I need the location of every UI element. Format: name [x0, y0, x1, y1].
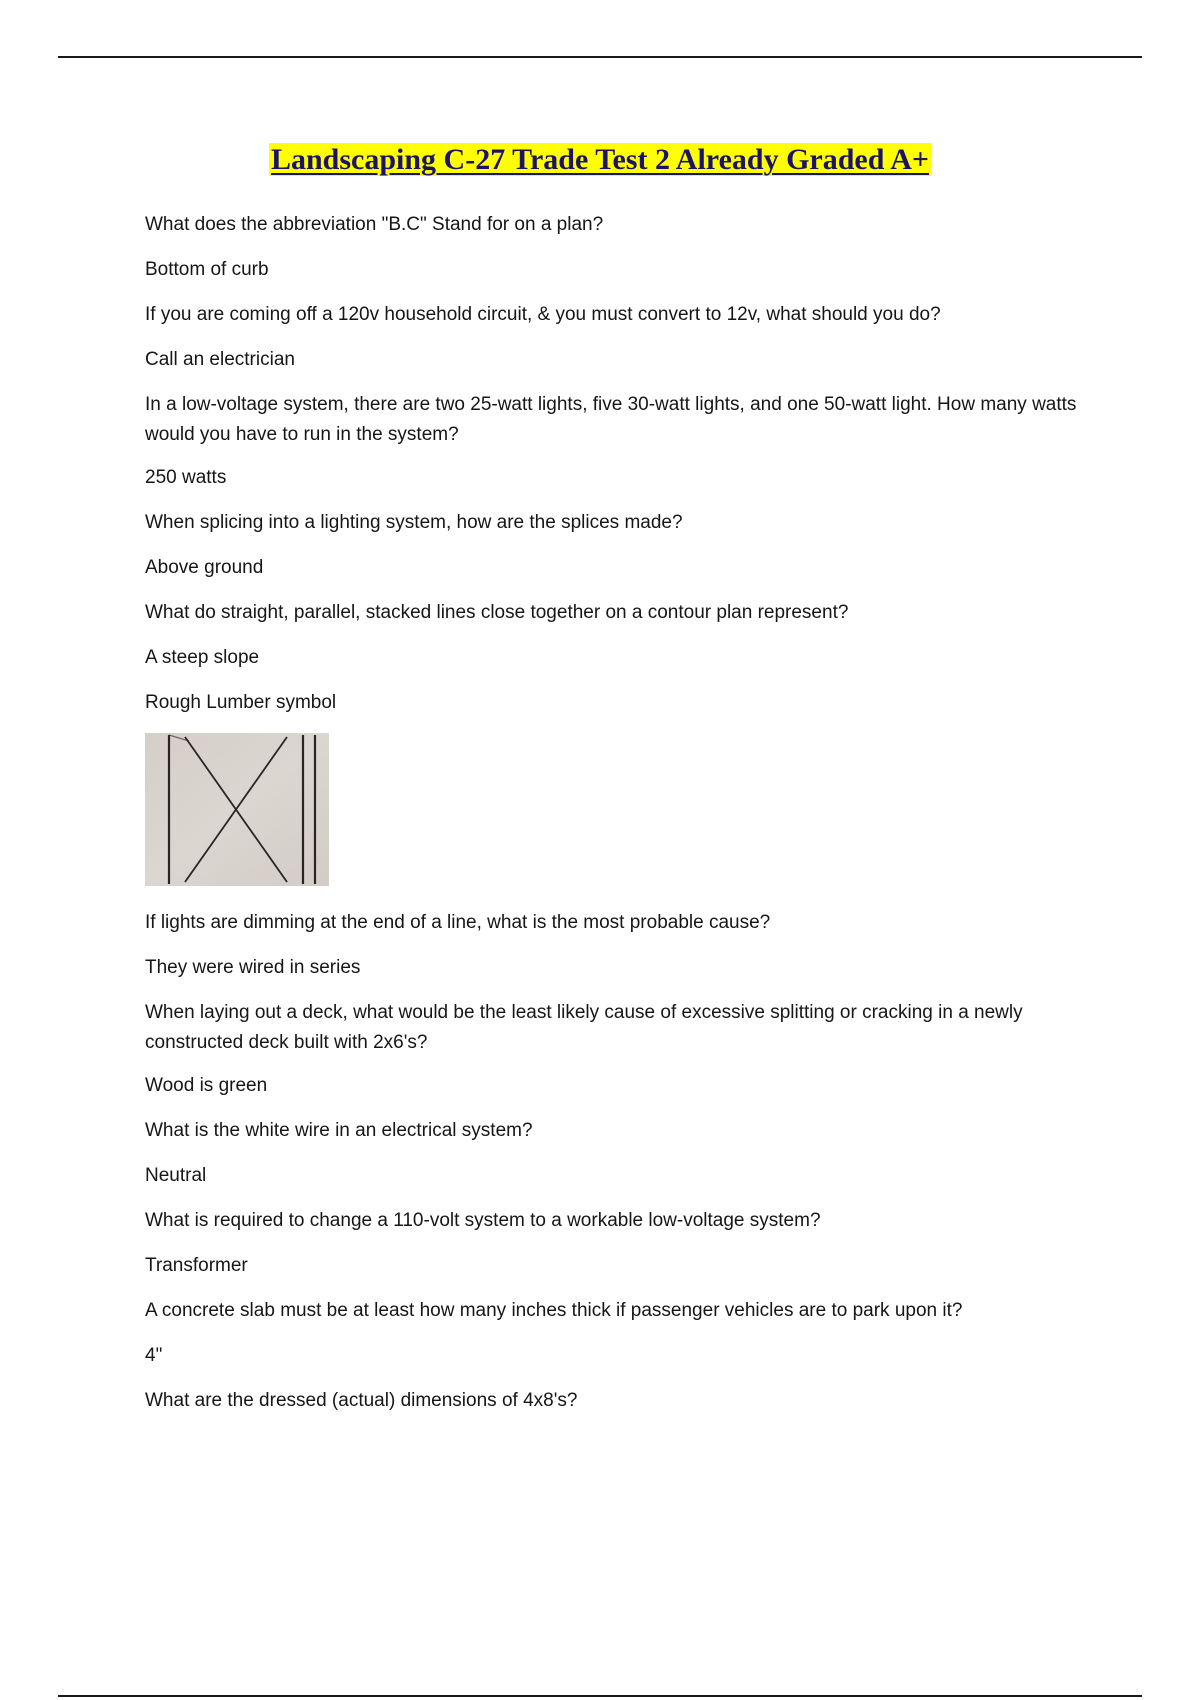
- answer-2: Call an electrician: [145, 349, 295, 370]
- question-7: When laying out a deck, what would be the least likely cause of excessive splitting or cracking in a newly constructed deck built with 2x6's?: [145, 1002, 1023, 1053]
- answer-9: Transformer: [145, 1255, 248, 1276]
- image-caption: Rough Lumber symbol: [145, 692, 337, 713]
- answer-4: Above ground: [145, 557, 264, 578]
- question-6: If lights are dimming at the end of a line, what is the most probable cause?: [145, 912, 771, 933]
- question-10: A concrete slab must be at least how many inches thick if passenger vehicles are to park upon it?: [145, 1300, 963, 1321]
- document-body: [145, 210, 1095, 1431]
- question-9: What is required to change a 110-volt system to a workable low-voltage system?: [145, 1210, 821, 1231]
- answer-6: They were wired in series: [145, 957, 361, 978]
- question-5: What do straight, parallel, stacked lines close together on a contour plan represent?: [145, 602, 849, 623]
- answer-1: Bottom of curb: [145, 259, 269, 280]
- question-2: If you are coming off a 120v household circuit, & you must convert to 12v, what should you do?: [145, 304, 941, 325]
- document-title: Landscaping C-27 Trade Test 2 Already Graded A+: [270, 143, 930, 176]
- question-3: In a low-voltage system, there are two 25-watt lights, five 30-watt lights, and one 50-watt light. How many watts would you have to run in the system?: [145, 394, 1077, 445]
- answer-7: Wood is green: [145, 1075, 268, 1096]
- question-1: What does the abbreviation "B.C" Stand for on a plan?: [145, 214, 604, 235]
- answer-10: 4": [145, 1345, 163, 1366]
- title-container: [0, 143, 1200, 177]
- answer-3: 250 watts: [145, 467, 227, 488]
- question-8: What is the white wire in an electrical system?: [145, 1120, 533, 1141]
- question-4: When splicing into a lighting system, how are the splices made?: [145, 512, 683, 533]
- question-11: What are the dressed (actual) dimensions of 4x8's?: [145, 1390, 578, 1411]
- top-rule: [58, 56, 1142, 58]
- bottom-rule: [58, 1695, 1142, 1697]
- answer-8: Neutral: [145, 1165, 207, 1186]
- rough-lumber-symbol-icon: [145, 733, 329, 886]
- answer-5: A steep slope: [145, 647, 260, 668]
